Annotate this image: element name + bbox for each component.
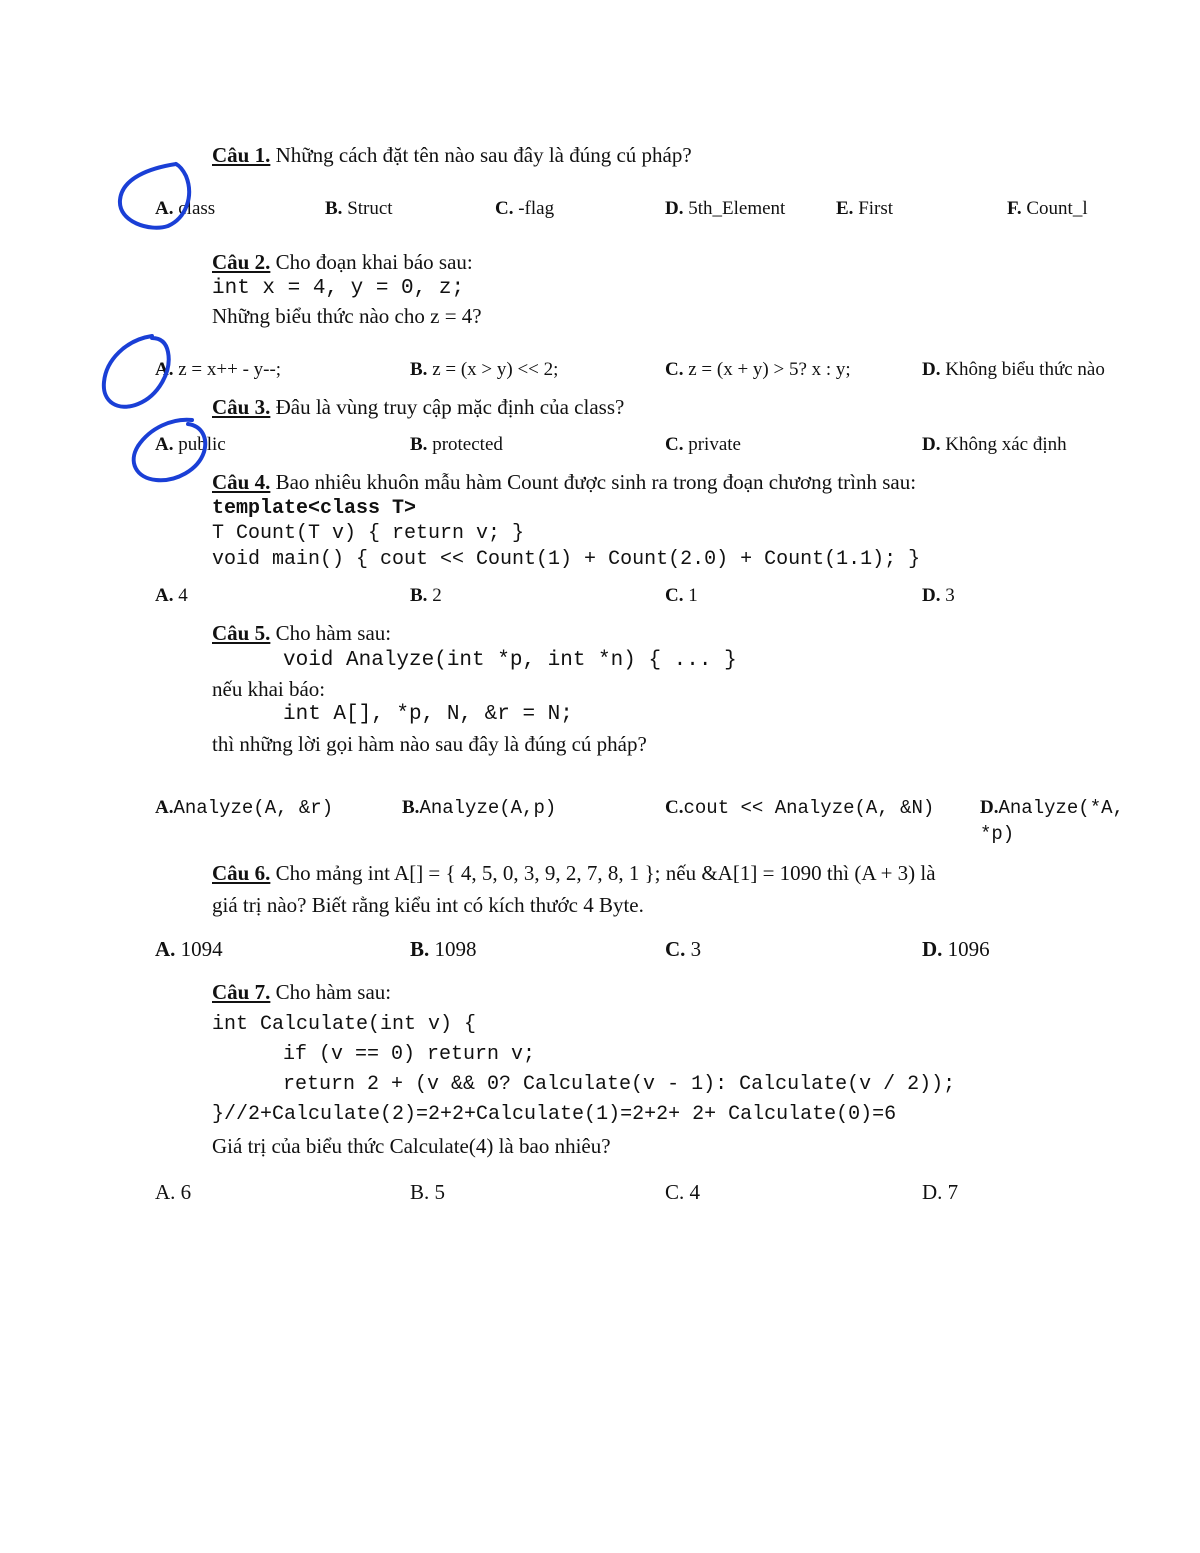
question-7-code-line-3: return 2 + (v && 0? Calculate(v - 1): Calculate(v / 2));: [283, 1073, 956, 1096]
question-5-text: Cho hàm sau:: [270, 621, 392, 645]
q5-option-a[interactable]: A.Analyze(A, &r): [155, 797, 334, 819]
question-2-label: Câu 2.: [212, 250, 271, 274]
question-6-text: Cho mảng int A[] = { 4, 5, 0, 3, 9, 2, 7, 8, 1 }; nếu &A[1] = 1090 thì (A + 3) là: [270, 861, 936, 885]
question-7-stem: [212, 980, 391, 1005]
q5-option-c[interactable]: C.cout << Analyze(A, &N): [665, 797, 935, 819]
q7-option-d[interactable]: D. 7: [922, 1180, 959, 1204]
question-6-label: Câu 6.: [212, 861, 271, 885]
q1-option-b[interactable]: B. Struct: [325, 198, 393, 219]
question-4-label: Câu 4.: [212, 470, 271, 494]
question-5-label: Câu 5.: [212, 621, 271, 645]
question-6-text-line-2: giá trị nào? Biết rằng kiểu int có kích thước 4 Byte.: [212, 893, 644, 917]
q6-option-c[interactable]: C. 3: [665, 937, 702, 961]
q1-option-c[interactable]: C. -flag: [495, 198, 555, 219]
question-5-code-signature: void Analyze(int *p, int *n) { ... }: [283, 649, 737, 672]
q5-option-d-continuation: *p): [980, 823, 1015, 845]
q7-option-c[interactable]: C. 4: [665, 1180, 701, 1204]
question-4-code-line-2: T Count(T v) { return v; }: [212, 522, 525, 545]
question-4-text: Bao nhiêu khuôn mẫu hàm Count được sinh ra trong đoạn chương trình sau:: [270, 470, 917, 494]
q3-option-a[interactable]: A. public: [155, 434, 226, 455]
q6-option-d[interactable]: D. 1096: [922, 937, 990, 961]
question-5-question: thì những lời gọi hàm nào sau đây là đúng cú pháp?: [212, 732, 647, 756]
q4-option-d[interactable]: D. 3: [922, 585, 955, 606]
question-3-label: Câu 3.: [212, 395, 271, 419]
question-7-code-line-4: }//2+Calculate(2)=2+2+Calculate(1)=2+2+ 2+ Calculate(0)=6: [212, 1103, 897, 1126]
question-2-code: int x = 4, y = 0, z;: [212, 277, 465, 300]
q3-option-c[interactable]: C. private: [665, 434, 741, 455]
question-2-question: Những biểu thức nào cho z = 4?: [212, 304, 482, 328]
question-2-stem: [212, 250, 473, 275]
question-5-mid-text: nếu khai báo:: [212, 677, 326, 701]
q3-option-d[interactable]: D. Không xác định: [922, 434, 1067, 455]
question-4-code-line-3: void main() { cout << Count(1) + Count(2.0) + Count(1.1); }: [212, 548, 921, 571]
q5-option-d[interactable]: D.Analyze(*A,: [980, 797, 1124, 819]
q2-option-a[interactable]: A. z = x++ - y--;: [155, 359, 282, 380]
question-1-label: Câu 1.: [212, 143, 271, 167]
q6-option-b[interactable]: B. 1098: [410, 937, 477, 961]
question-3-stem: [212, 395, 624, 420]
question-7-text: Cho hàm sau:: [270, 980, 392, 1004]
q1-option-d[interactable]: D. 5th_Element: [665, 198, 786, 219]
question-7-question: Giá trị của biểu thức Calculate(4) là bao nhiêu?: [212, 1134, 611, 1158]
q3-option-b[interactable]: B. protected: [410, 434, 503, 455]
q2-option-d[interactable]: D. Không biểu thức nào: [922, 359, 1105, 380]
question-7-code-line-2: if (v == 0) return v;: [283, 1043, 536, 1066]
question-4-code-line-1: template<class T>: [212, 497, 417, 520]
question-2-text: Cho đoạn khai báo sau:: [270, 250, 473, 274]
question-3-text: Đâu là vùng truy cập mặc định của class?: [270, 395, 625, 419]
question-7-label: Câu 7.: [212, 980, 271, 1004]
question-1-stem: [212, 143, 692, 168]
q4-option-b[interactable]: B. 2: [410, 585, 442, 606]
q1-option-a[interactable]: A. class: [155, 198, 216, 219]
q4-option-c[interactable]: C. 1: [665, 585, 698, 606]
question-4-stem: [212, 470, 916, 495]
q7-option-b[interactable]: B. 5: [410, 1180, 446, 1204]
q2-option-c[interactable]: C. z = (x + y) > 5? x : y;: [665, 359, 851, 380]
q1-option-e[interactable]: E. First: [836, 198, 894, 219]
question-7-code-line-1: int Calculate(int v) {: [212, 1013, 477, 1036]
q4-option-a[interactable]: A. 4: [155, 585, 188, 606]
question-6-stem: [212, 861, 936, 886]
q5-option-b[interactable]: B.Analyze(A,p): [402, 797, 557, 819]
question-1-text: Những cách đặt tên nào sau đây là đúng cú pháp?: [270, 143, 692, 167]
q7-option-a[interactable]: A. 6: [155, 1180, 192, 1204]
q6-option-a[interactable]: A. 1094: [155, 937, 223, 961]
q2-option-b[interactable]: B. z = (x > y) << 2;: [410, 359, 559, 380]
q1-option-f[interactable]: F. Count_l: [1007, 198, 1088, 219]
question-5-stem: [212, 621, 391, 646]
question-5-code-declaration: int A[], *p, N, &r = N;: [283, 703, 573, 726]
